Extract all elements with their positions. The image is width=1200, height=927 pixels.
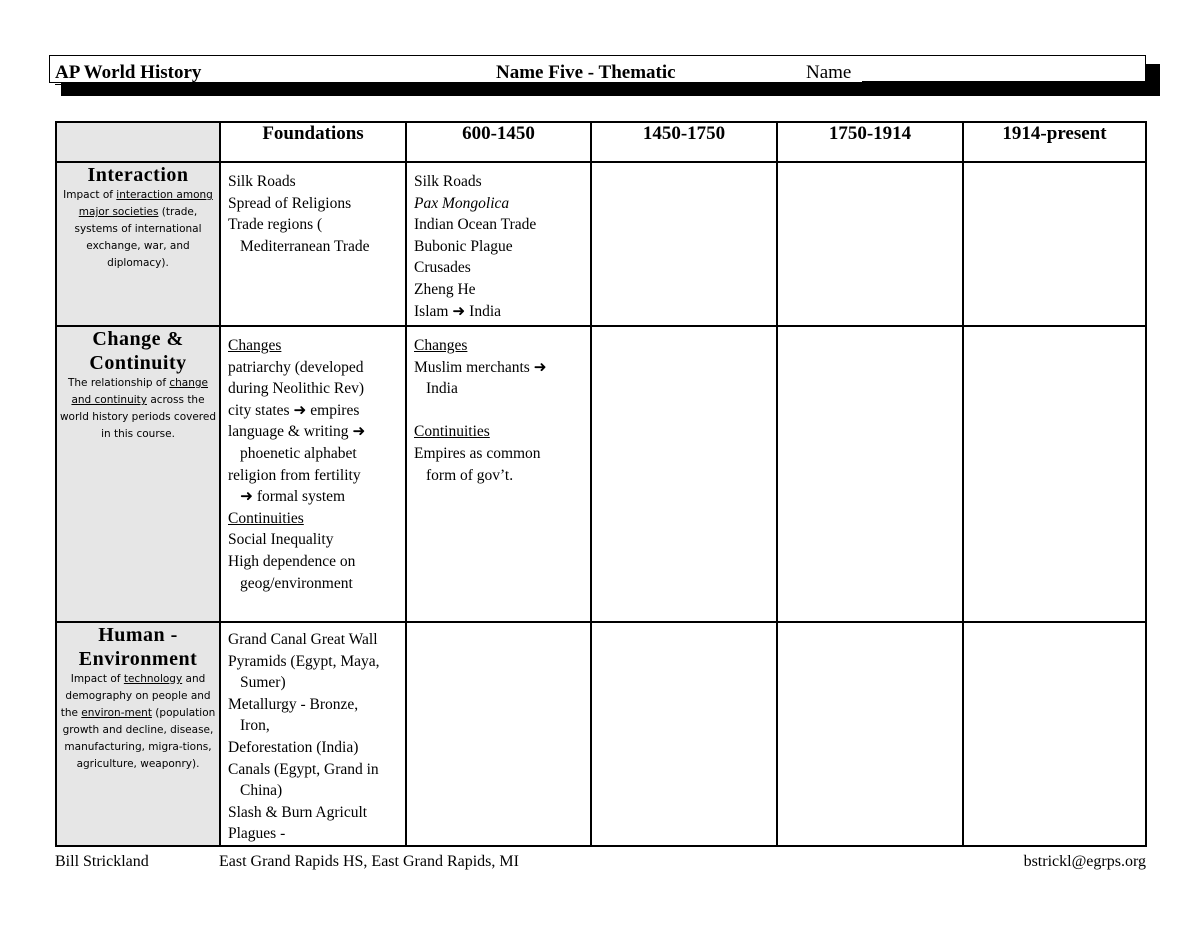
thematic-grid	[55, 121, 1147, 847]
cell-human-environment-1914-present[interactable]	[963, 622, 1146, 846]
header-row	[56, 122, 1146, 162]
row-title: Change & Continuity	[89, 328, 187, 374]
cell-interaction-1450-1750[interactable]	[591, 162, 777, 326]
cell-change-continuity-foundations[interactable]: Changes patriarchy (developed during Neolithic Rev) city states ➜ empires language & writing ➜ phoenetic alphabet religion from fertility ➜ formal system Continuities Social Inequality High dependence on geog/environment	[220, 326, 406, 622]
course-title: AP World History	[55, 62, 202, 83]
name-field[interactable]	[862, 81, 1147, 82]
row-description: Impact of technology and demography on people and the environ-ment (population growth and decline, disease, manufacturing, migra-tions, agriculture, weaponry).	[60, 673, 216, 770]
col-header-1914-present: 1914-present	[963, 122, 1146, 162]
col-header-1750-1914: 1750-1914	[777, 122, 963, 162]
cell-change-continuity-1914-present[interactable]	[963, 326, 1146, 622]
col-header-foundations: Foundations	[220, 122, 406, 162]
cell-human-environment-1450-1750[interactable]	[591, 622, 777, 846]
footer-school: East Grand Rapids HS, East Grand Rapids, MI	[219, 853, 519, 870]
row-title: Interaction	[87, 164, 189, 186]
cell-human-environment-1750-1914[interactable]	[777, 622, 963, 846]
cell-human-environment-600-1450[interactable]	[406, 622, 591, 846]
assignment-title: Name Five - Thematic	[496, 62, 676, 83]
cell-interaction-1750-1914[interactable]	[777, 162, 963, 326]
row-header-interaction	[56, 162, 220, 326]
cell-interaction-600-1450[interactable]: Silk Roads Pax Mongolica Indian Ocean Trade Bubonic Plague Crusades Zheng He Islam ➜ India	[406, 162, 591, 326]
cell-change-continuity-600-1450[interactable]: Changes Muslim merchants ➜ India Continuities Empires as common form of gov’t.	[406, 326, 591, 622]
cell-change-continuity-1750-1914[interactable]	[777, 326, 963, 622]
cell-change-continuity-1450-1750[interactable]	[591, 326, 777, 622]
cell-interaction-foundations[interactable]: Silk Roads Spread of Religions Trade regions ( Mediterranean Trade	[220, 162, 406, 326]
footer-author: Bill Strickland	[55, 853, 149, 870]
row-change-continuity	[56, 326, 1146, 622]
row-header-human-environment	[56, 622, 220, 846]
col-header-600-1450: 600-1450	[406, 122, 591, 162]
header-bar	[49, 55, 1146, 83]
row-header-change-continuity	[56, 326, 220, 622]
col-header-1450-1750: 1450-1750	[591, 122, 777, 162]
row-description: Impact of interaction among major societies (trade, systems of international exchange, war, and diplomacy).	[63, 189, 213, 269]
row-title: Human - Environment	[78, 624, 198, 670]
cell-human-environment-foundations[interactable]: Grand Canal Great Wall Pyramids (Egypt, Maya, Sumer) Metallurgy - Bronze, Iron, Deforestation (India) Canals (Egypt, Grand in China) Slash & Burn Agricult Plagues -	[220, 622, 406, 846]
name-label: Name	[806, 62, 852, 83]
corner-cell	[56, 122, 220, 162]
cell-interaction-1914-present[interactable]	[963, 162, 1146, 326]
row-interaction	[56, 162, 1146, 326]
footer-email[interactable]: bstrickl@egrps.org	[1023, 853, 1146, 870]
row-human-environment	[56, 622, 1146, 846]
row-description: The relationship of change and continuity across the world history periods covered in this course.	[59, 377, 217, 440]
